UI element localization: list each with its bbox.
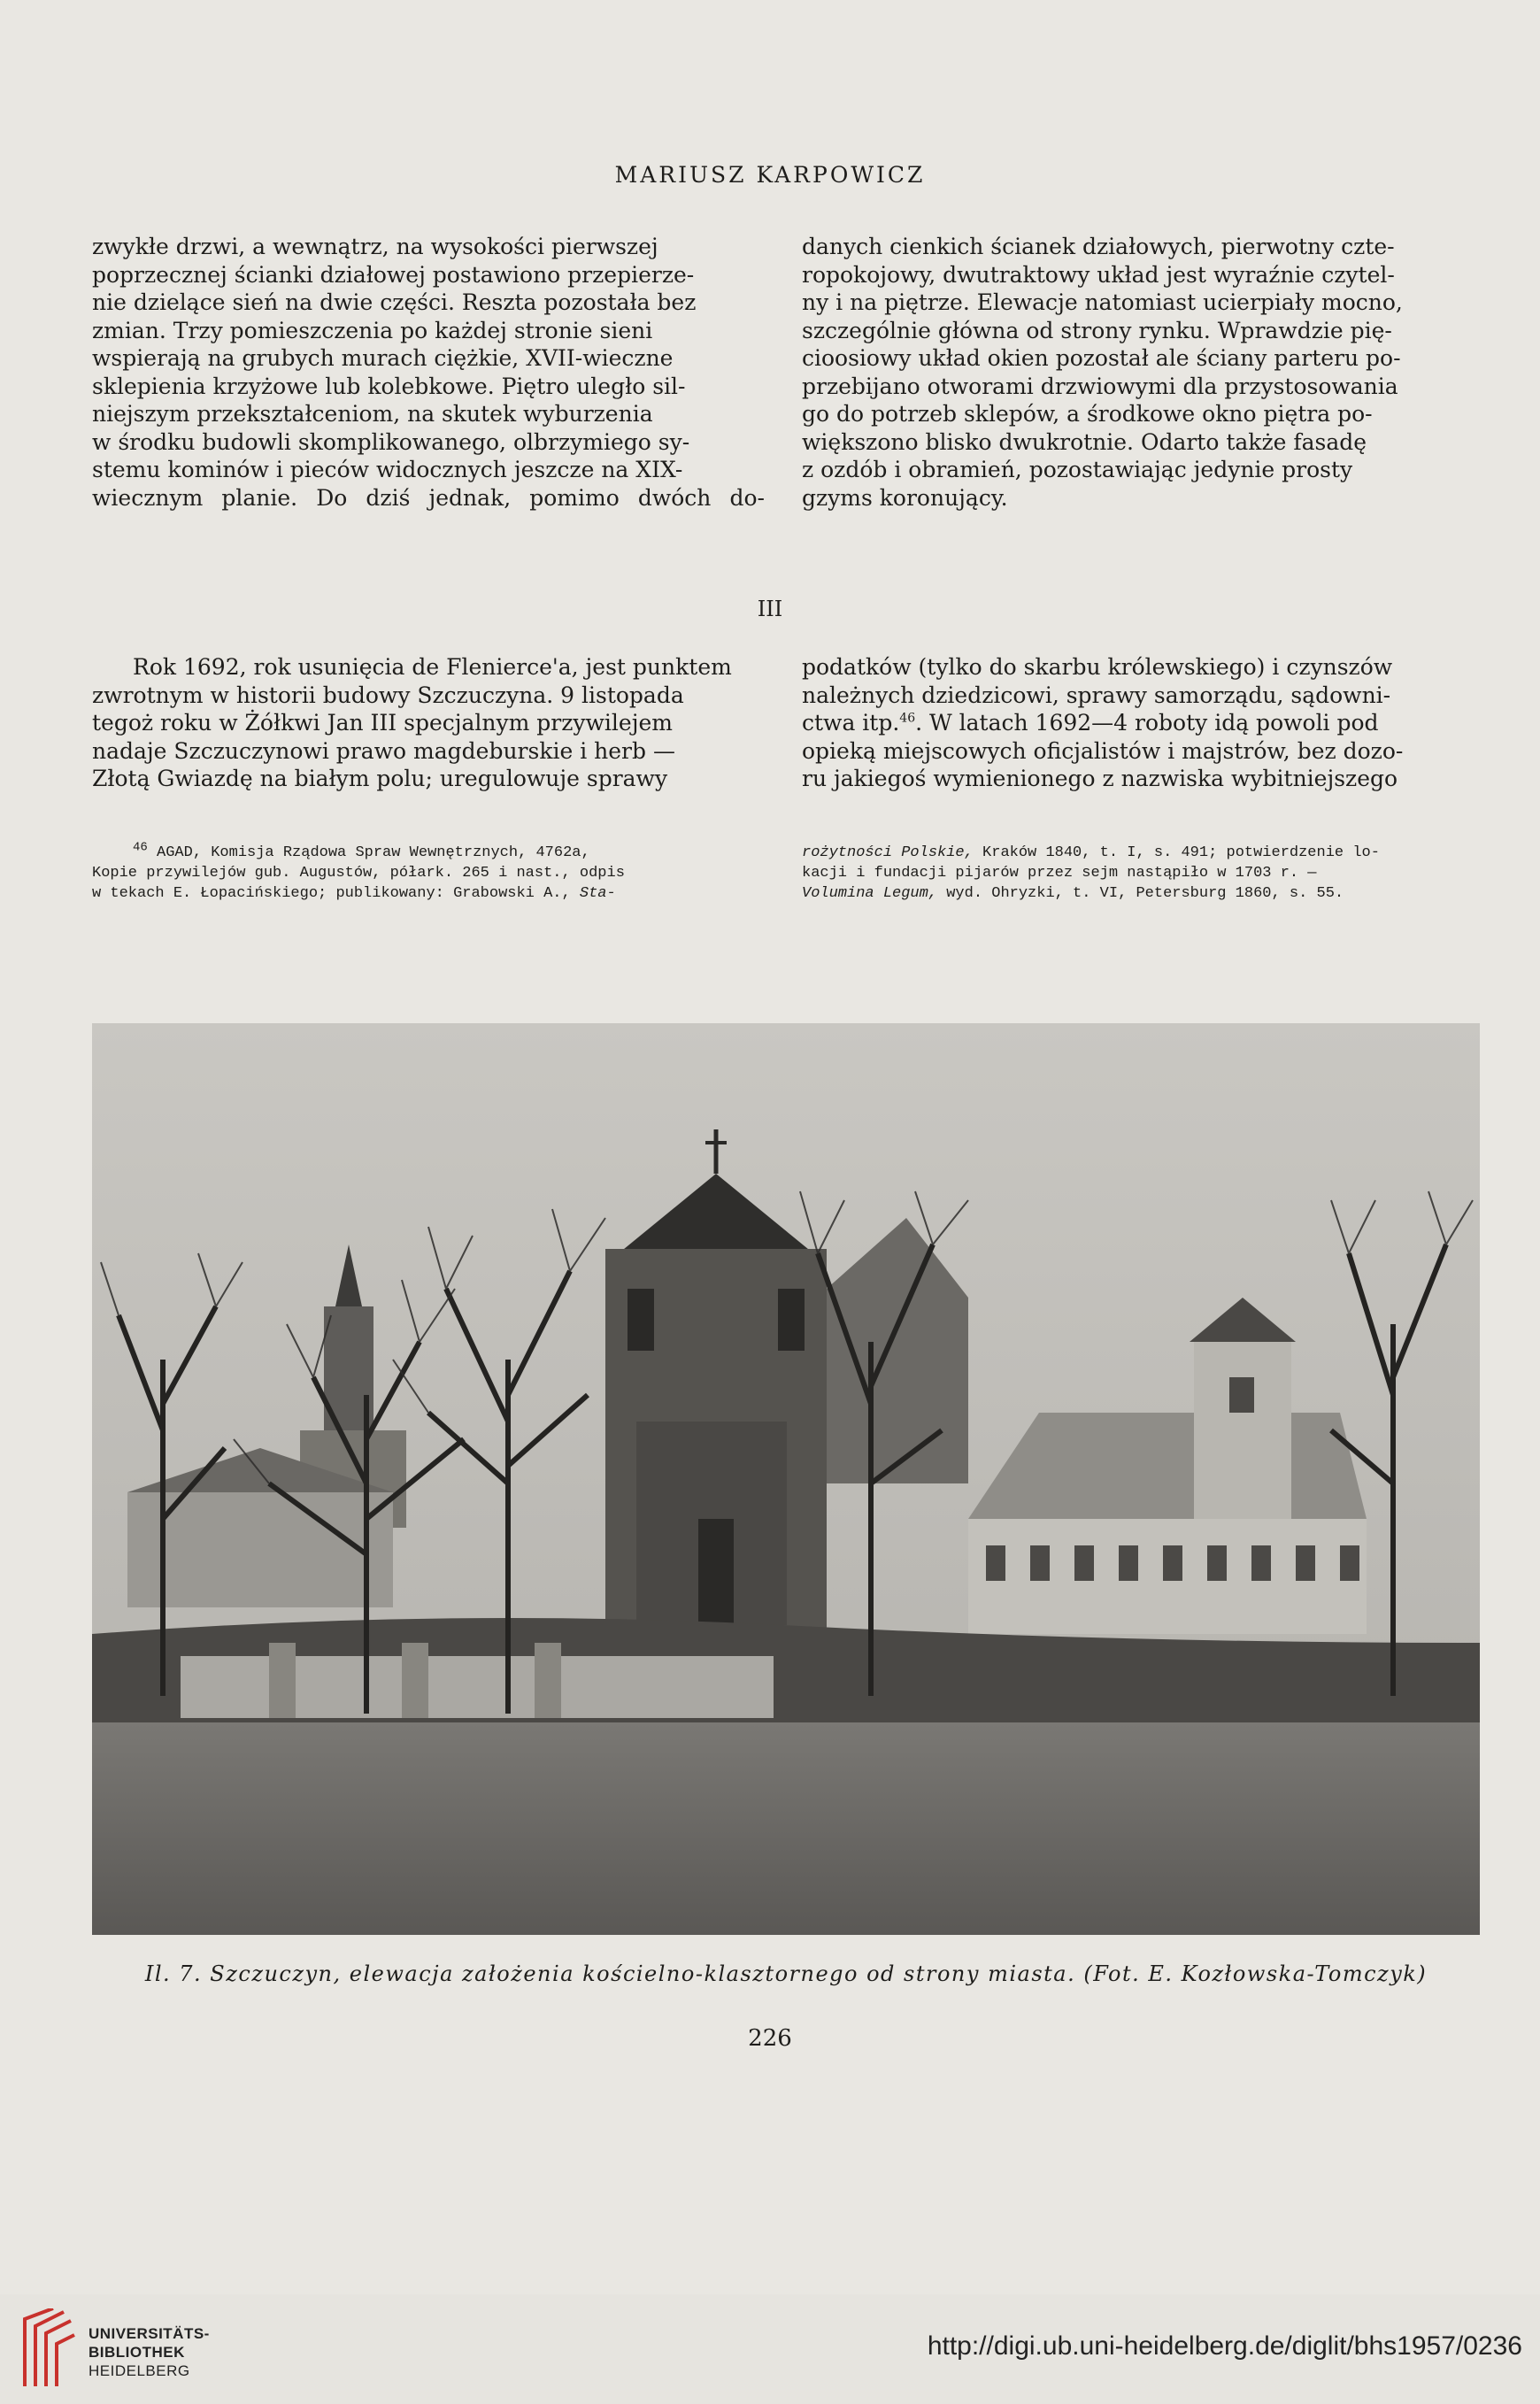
text-line: ropokojowy, dwutraktowy układ jest wyraźnie czytel- xyxy=(802,261,1395,288)
text-line: zmian. Trzy pomieszczenia po każdej stronie sieni xyxy=(92,317,653,343)
text-line: przebijano otworami drzwiowymi dla przystosowania xyxy=(802,373,1398,399)
text-line: wiecznym planie. Do dziś jednak, pomimo dwóch do- xyxy=(92,484,765,511)
text-line: sklepienia krzyżowe lub kolebkowe. Piętro uległo sil- xyxy=(92,373,686,399)
text-fragment: ctwa itp. xyxy=(802,710,900,736)
text-line: nadaje Szczuczynowi prawo magdeburskie i herb — xyxy=(92,737,675,764)
source-url-link[interactable]: http://digi.ub.uni-heidelberg.de/diglit/bhs1957/0236 xyxy=(927,2331,1522,2361)
footnote-marker: 46 xyxy=(133,840,148,855)
body-text-section-right xyxy=(802,653,1470,793)
text-line: podatków (tylko do skarbu królewskiego) i czynszów xyxy=(802,654,1393,680)
text-line: poprzecznej ścianki działowej postawiono przepierze- xyxy=(92,261,695,288)
running-header: MARIUSZ KARPOWICZ xyxy=(614,162,926,188)
footnote-line xyxy=(92,840,766,863)
figure-caption: Il. 7. Szczuczyn, elewacja założenia kościelno-klasztornego od strony miasta. (Fot. E. Kozłowska-Tomczyk) xyxy=(144,1961,1428,1986)
text-line: danych cienkich ścianek działowych, pierwotny czte- xyxy=(802,234,1395,259)
body-text-top-right xyxy=(802,233,1470,512)
page-number: 226 xyxy=(748,2025,792,2052)
body-text-top-left xyxy=(92,233,765,512)
text-line: w środku budowli skomplikowanego, olbrzymiego sy- xyxy=(92,428,690,455)
text-line xyxy=(802,709,1470,737)
footnote-right xyxy=(802,843,1472,904)
text-line: gzyms koronujący. xyxy=(802,484,1008,511)
text-line: opieką miejscowych oficjalistów i majstrów, bez dozo- xyxy=(802,737,1404,764)
text-line: Rok 1692, rok usunięcia de Flenierce'a, jest punktem xyxy=(133,654,732,680)
church-monastery-photo xyxy=(92,1023,1480,1935)
text-line: niejszym przekształceniom, na skutek wyburzenia xyxy=(92,401,653,427)
footnote-left xyxy=(92,840,766,904)
library-name-line: BIBLIOTHEK xyxy=(89,2344,185,2361)
footnote-line xyxy=(802,843,1472,863)
text-fragment-italic: Volumina Legum, xyxy=(802,885,938,902)
text-fragment: . W latach 1692—4 roboty idą powoli pod xyxy=(915,710,1379,736)
body-text-section-left xyxy=(92,653,765,793)
text-line: zwrotnym w historii budowy Szczuczyna. 9 listopada xyxy=(92,682,684,708)
text-line: wspierają na grubych murach ciężkie, XVII-wieczne xyxy=(92,345,674,371)
footnote-line: Kopie przywilejów gub. Augustów, półark. 265 i nast., odpis xyxy=(92,865,625,882)
library-name-line: HEIDELBERG xyxy=(89,2362,190,2379)
library-name-line: UNIVERSITÄTS- xyxy=(89,2325,210,2342)
footnote-reference: 46 xyxy=(899,711,916,726)
text-line: stemu kominów i pieców widocznych jeszcze na XIX- xyxy=(92,457,683,482)
text-line: tegoż roku w Żółkwi Jan III specjalnym przywilejem xyxy=(92,710,673,736)
text-fragment: Kraków 1840, t. I, s. 491; potwierdzenie lo- xyxy=(973,844,1380,861)
university-library-logo-icon xyxy=(18,2308,78,2390)
section-number: III xyxy=(757,597,783,621)
text-fragment: AGAD, Komisja Rządowa Spraw Wewnętrznych, 4762a, xyxy=(147,844,590,861)
footnote-line: kacji i fundacji pijarów przez sejm nastąpiło w 1703 r. — xyxy=(802,865,1317,882)
library-name xyxy=(89,2324,210,2380)
text-fragment-italic: Sta- xyxy=(579,885,616,902)
text-line: go do potrzeb sklepów, a środkowe okno piętra po- xyxy=(802,401,1373,427)
footnote-line xyxy=(802,883,1472,904)
text-line: szczególnie główna od strony rynku. Wprawdzie pię- xyxy=(802,317,1392,343)
text-line: należnych dziedzicowi, sprawy samorządu, sądowni- xyxy=(802,682,1391,708)
text-line: cioosiowy układ okien pozostał ale ściany parteru po- xyxy=(802,345,1401,371)
footnote-line xyxy=(92,883,766,904)
text-fragment: w tekach E. Łopacińskiego; publikowany: Grabowski A., xyxy=(92,885,580,902)
text-line: Złotą Gwiazdę na białym polu; uregulowuje sprawy xyxy=(92,766,668,791)
text-line: większono blisko dwukrotnie. Odarto także fasadę xyxy=(802,428,1367,455)
text-line: zwykłe drzwi, a wewnątrz, na wysokości pierwszej xyxy=(92,234,658,259)
text-line: z ozdób i obramień, pozostawiając jedynie prosty xyxy=(802,457,1353,482)
text-fragment: wyd. Ohryzki, t. VI, Petersburg 1860, s. 55. xyxy=(937,885,1344,902)
text-line: ru jakiegoś wymienionego z nazwiska wybitniejszego xyxy=(802,766,1398,791)
text-line: ny i na piętrze. Elewacje natomiast ucierpiały mocno, xyxy=(802,289,1403,315)
text-line: nie dzielące sień na dwie części. Reszta pozostała bez xyxy=(92,289,697,315)
text-fragment-italic: rożytności Polskie, xyxy=(802,844,974,861)
